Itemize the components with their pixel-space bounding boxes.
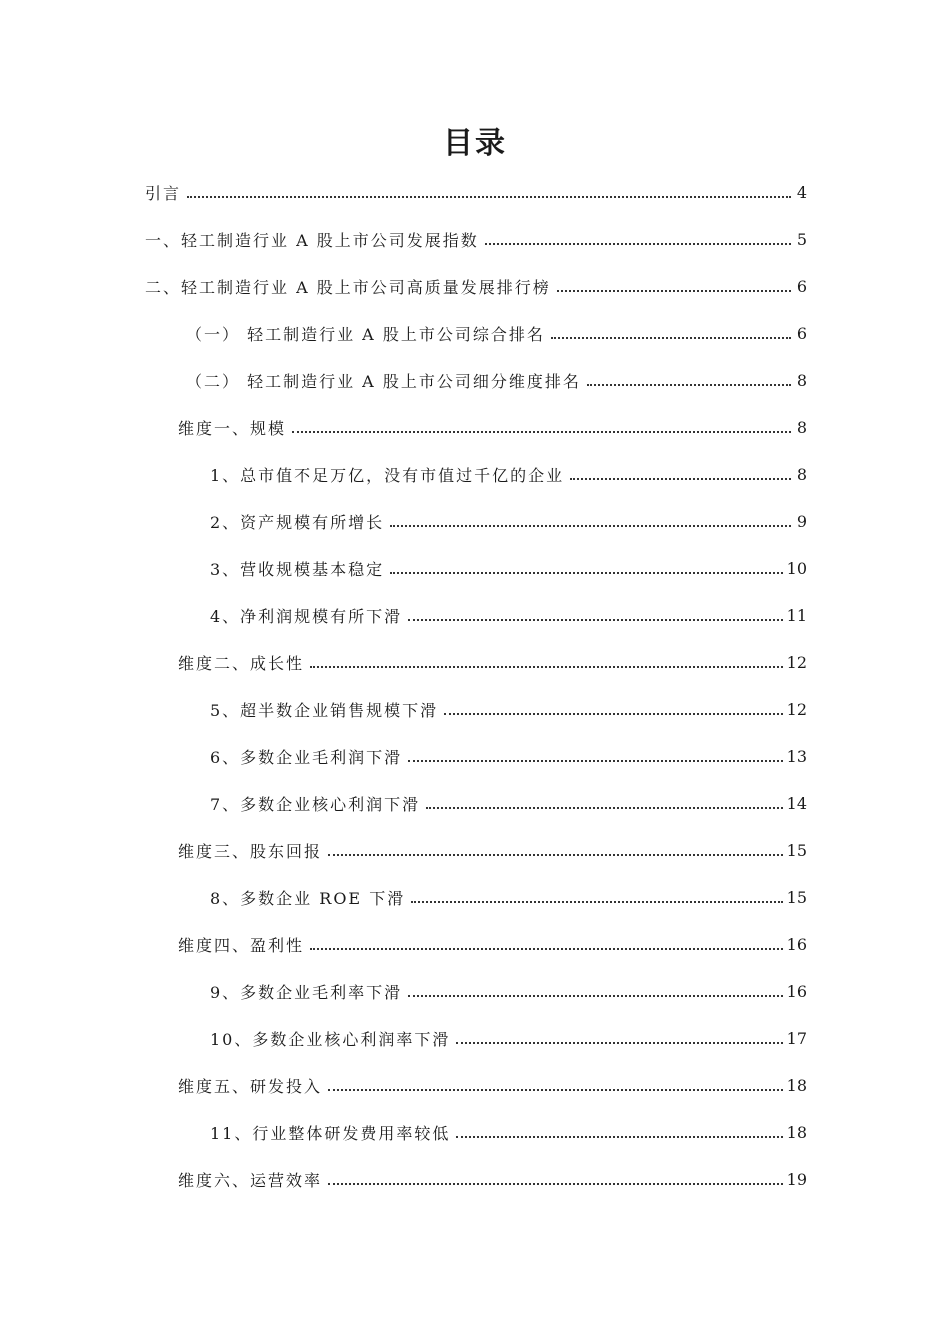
toc-entry-dimension-ranking[interactable]: [186, 365, 807, 395]
toc-entry-dimension-operating-efficiency[interactable]: [178, 1164, 807, 1194]
toc-entry-intro[interactable]: [145, 177, 807, 207]
dot-leader: [557, 274, 791, 292]
toc-page-number: 14: [786, 793, 807, 813]
toc-page-number: 16: [786, 981, 807, 1001]
toc-page-number: 16: [786, 934, 807, 954]
toc-page-number: 18: [786, 1075, 807, 1095]
toc-page-number: 12: [786, 699, 807, 719]
toc-entry-item-4[interactable]: [210, 600, 807, 630]
toc-entry-label: 2、资产规模有所增长: [210, 512, 385, 532]
dot-leader: [411, 885, 782, 903]
toc-entry-label: 11、行业整体研发费用率较低: [210, 1123, 451, 1143]
toc-page-number: 17: [786, 1028, 807, 1048]
toc-entry-item-5[interactable]: [210, 694, 807, 724]
toc-entry-label: 二、轻工制造行业 A 股上市公司高质量发展排行榜: [145, 277, 551, 297]
toc-entry-label: 维度二、成长性: [178, 653, 305, 673]
toc-entry-item-6[interactable]: [210, 741, 807, 771]
toc-page-number: 9: [796, 511, 807, 531]
toc-entry-label: 6、多数企业毛利润下滑: [210, 747, 403, 767]
toc-entry-item-8[interactable]: [210, 882, 807, 912]
toc-entry-label: （二） 轻工制造行业 A 股上市公司细分维度排名: [186, 371, 581, 391]
toc-page-number: 4: [796, 182, 807, 202]
toc-page-number: 8: [796, 370, 807, 390]
toc-page-number: 8: [796, 417, 807, 437]
toc-entry-label: 3、营收规模基本稳定: [210, 559, 385, 579]
toc-entry-label: 维度一、规模: [178, 418, 287, 438]
toc-entry-dimension-growth[interactable]: [178, 647, 807, 677]
toc-entry-dimension-shareholder-return[interactable]: [178, 835, 807, 865]
toc-entry-dimension-profitability[interactable]: [178, 929, 807, 959]
dot-leader: [328, 1167, 783, 1185]
toc-entry-label: （一） 轻工制造行业 A 股上市公司综合排名: [186, 324, 545, 344]
toc-entry-item-11[interactable]: [210, 1117, 807, 1147]
toc-entry-dimension-rd-investment[interactable]: [178, 1070, 807, 1100]
dot-leader: [456, 1026, 782, 1044]
dot-leader: [456, 1120, 782, 1138]
toc-entry-label: 10、多数企业核心利润率下滑: [210, 1029, 451, 1049]
dot-leader: [390, 556, 782, 574]
toc-page-number: 5: [796, 229, 807, 249]
toc-entry-label: 8、多数企业 ROE 下滑: [210, 888, 406, 908]
toc-entry-overall-ranking[interactable]: [186, 318, 807, 348]
toc-page-number: 13: [786, 746, 807, 766]
dot-leader: [587, 368, 791, 386]
dot-leader: [310, 650, 783, 668]
toc-entry-label: 9、多数企业毛利率下滑: [210, 982, 403, 1002]
toc-page-number: 10: [786, 558, 807, 578]
toc-entry-label: 1、总市值不足万亿，没有市值过千亿的企业: [210, 465, 565, 485]
dot-leader: [328, 1073, 783, 1091]
dot-leader: [551, 321, 791, 339]
dot-leader: [570, 462, 791, 480]
toc-page-number: 15: [786, 887, 807, 907]
toc-entry-dimension-scale[interactable]: [178, 412, 807, 442]
toc-entry-label: 4、净利润规模有所下滑: [210, 606, 403, 626]
toc-entry-item-7[interactable]: [210, 788, 807, 818]
dot-leader: [390, 509, 791, 527]
toc-entry-development-index[interactable]: [145, 224, 807, 254]
toc-page-number: 6: [796, 276, 807, 296]
toc-entry-label: 维度四、盈利性: [178, 935, 305, 955]
toc-entry-label: 5、超半数企业销售规模下滑: [210, 700, 439, 720]
toc-page-number: 18: [786, 1122, 807, 1142]
toc-page-number: 11: [786, 605, 807, 625]
toc-entry-item-3[interactable]: [210, 553, 807, 583]
dot-leader: [310, 932, 783, 950]
dot-leader: [426, 791, 782, 809]
toc-entry-item-1[interactable]: [210, 459, 807, 489]
toc-page-number: 8: [796, 464, 807, 484]
dot-leader: [408, 979, 782, 997]
toc-entry-item-10[interactable]: [210, 1023, 807, 1053]
toc-entry-label: 7、多数企业核心利润下滑: [210, 794, 421, 814]
toc-page-number: 6: [796, 323, 807, 343]
toc-page-number: 12: [786, 652, 807, 672]
dot-leader: [485, 227, 791, 245]
toc-entry-ranking-list[interactable]: [145, 271, 807, 301]
toc-entry-item-2[interactable]: [210, 506, 807, 536]
toc-entry-label: 维度五、研发投入: [178, 1076, 323, 1096]
dot-leader: [187, 180, 791, 198]
toc-entry-label: 一、轻工制造行业 A 股上市公司发展指数: [145, 230, 479, 250]
toc-entry-item-9[interactable]: [210, 976, 807, 1006]
toc-entry-label: 引言: [145, 183, 182, 203]
toc-entry-label: 维度三、股东回报: [178, 841, 323, 861]
toc-page-number: 15: [786, 840, 807, 860]
page-title: 目录: [443, 126, 507, 161]
dot-leader: [408, 603, 782, 621]
dot-leader: [408, 744, 782, 762]
toc-page-number: 19: [786, 1169, 807, 1189]
dot-leader: [292, 415, 791, 433]
dot-leader: [444, 697, 782, 715]
dot-leader: [328, 838, 783, 856]
toc-entry-label: 维度六、运营效率: [178, 1170, 323, 1190]
